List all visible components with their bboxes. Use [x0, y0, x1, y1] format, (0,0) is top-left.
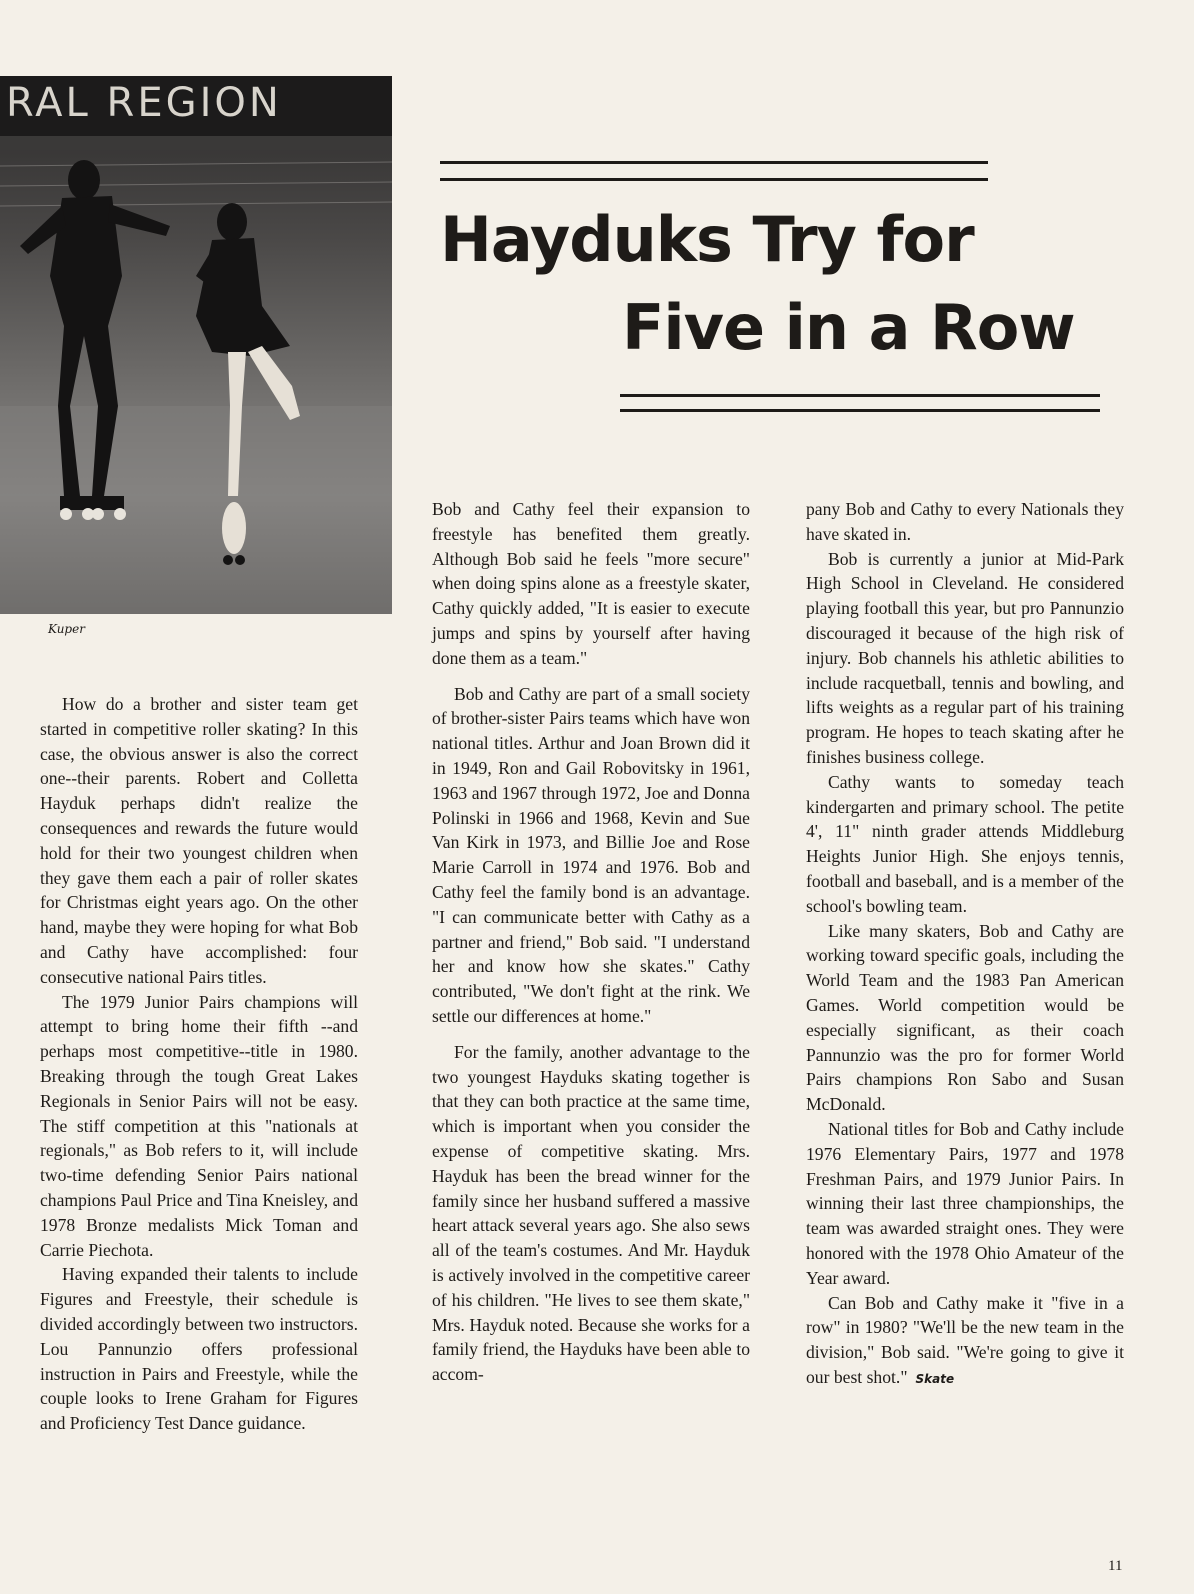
- paragraph: Bob and Cathy feel their expansion to freestyle has benefited them greatly. Although Bob said he feels "more secure" when doing spins alone as a freestyle skater, Cathy quickly added, "It is easier to execute jumps and spins by yourself after having done them as a team.": [432, 499, 750, 668]
- paragraph: Having expanded their talents to include Figures and Freestyle, their schedule is divided accordingly between two instructors. Lou Pannunzio offers professional instruction in Pairs and Freestyle, while the couple looks to Irene Graham for Figures and Proficiency Test Dance guidance.: [40, 1264, 358, 1434]
- banner-text: RAL REGION: [6, 80, 282, 126]
- paragraph: Bob is currently a junior at Mid-Park High School in Cleveland. He considered playing football this year, but pro Pannunzio discouraged it because of the high risk of injury. Bob channels his athletic abilities to include racquetball, tennis and bowling, and lifts weights as a regular part of his training program. He hopes to teach skating after he finishes business college.: [806, 548, 1124, 767]
- paragraph: Bob and Cathy are part of a small society of brother-sister Pairs teams which have won national titles. Arthur and Joan Brown did it in 1949, Ron and Gail Robovitsky in 1961, 1963 and 1967 through 1972, Joe and Donna Polinski in 1966 and 1968, Kevin and Sue Van Kirk in 1973, and Billie Joe and Rose Marie Carroll in 1974 and 1976. Bob and Cathy feel the family bond is an advantage. "I can communicate better with Cathy as a partner and friend," Bob said. "I understand her and know how she skates." Cathy contributed, "We don't fight at the rink. We settle our differences at home.": [432, 683, 750, 1026]
- headline-line-2: Five in a Row: [622, 291, 1075, 364]
- paragraph: Cathy wants to someday teach kindergarten and primary school. The petite 4', 11" ninth grader attends Middleburg Heights Junior High. She enjoys tennis, football and baseball, and is a member of the school's bowling team.: [806, 771, 1124, 916]
- article-column-1: [40, 692, 358, 1436]
- skate-logo: Skate: [915, 1371, 955, 1386]
- headline-line-1: Hayduks Try for: [440, 203, 974, 276]
- paragraph: For the family, another advantage to the two youngest Hayduks skating together is that they can both practice at the same time, which is important when you consider the expense of competitive skating. Mrs. Hayduk has been the bread winner for the family since her husband suffered a massive heart attack several years ago. She also sews all of the team's costumes. And Mr. Hayduk is actively involved in the competitive career of his children. "He lives to see them skate," Mrs. Hayduk noted. Because she works for a family friend, the Hayduks have been able to accom-: [432, 1041, 750, 1385]
- headline-rule-bottom-1: [620, 394, 1100, 397]
- paragraph: National titles for Bob and Cathy include 1976 Elementary Pairs, 1977 and 1978 Freshman Pairs, and 1979 Junior Pairs. In winning their last three championships, the team was awarded straight ones. They were honored with the 1978 Ohio Amateur of the Year award.: [806, 1118, 1124, 1288]
- paragraph: The 1979 Junior Pairs champions will attempt to bring home their fifth --and perhaps most competitive--title in 1980. Breaking through the tough Great Lakes Regionals in Senior Pairs will not be easy. The stiff competition at this "nationals at regionals," as Bob refers to it, will include two-time defending Senior Pairs national champions Paul Price and Tina Kneisley, and 1978 Bronze medalists Mick Toman and Carrie Piechota.: [40, 991, 358, 1260]
- skaters-illustration: [0, 76, 392, 614]
- article-column-2: [432, 497, 750, 1387]
- skating-photo: [0, 76, 392, 614]
- paragraph: pany Bob and Cathy to every Nationals they have skated in.: [806, 499, 1124, 544]
- page-number: 11: [1108, 1558, 1123, 1574]
- paragraph-last: [806, 1291, 1124, 1392]
- paragraph: Like many skaters, Bob and Cathy are working toward specific goals, including the World Team and the 1983 Pan American Games. World competition would be especially significant, as their coach Pannunzio was the pro for former World Pairs champions Ron Sabo and Susan McDonald.: [806, 920, 1124, 1115]
- article-column-3: [806, 497, 1124, 1392]
- photo-credit: Kuper: [48, 622, 85, 636]
- headline-rule-top-2: [440, 178, 988, 181]
- headline: [440, 196, 1100, 372]
- headline-rule-top-1: [440, 161, 988, 164]
- paragraph-last-text: Can Bob and Cathy make it "five in a row" in 1980? "We'll be the new team in the division," Bob said. "We're going to give it our best shot.": [806, 1292, 1124, 1387]
- paragraph: How do a brother and sister team get started in competitive roller skating? In this case, the obvious answer is also the correct one--their parents. Robert and Colletta Hayduk perhaps didn't realize the consequences and rewards the future would hold for their two youngest children when they gave them each a pair of roller skates for Christmas eight years ago. On the other hand, maybe they were hoping for what Bob and Cathy have accomplished: four consecutive national Pairs titles.: [40, 694, 358, 987]
- headline-rule-bottom-2: [620, 409, 1100, 412]
